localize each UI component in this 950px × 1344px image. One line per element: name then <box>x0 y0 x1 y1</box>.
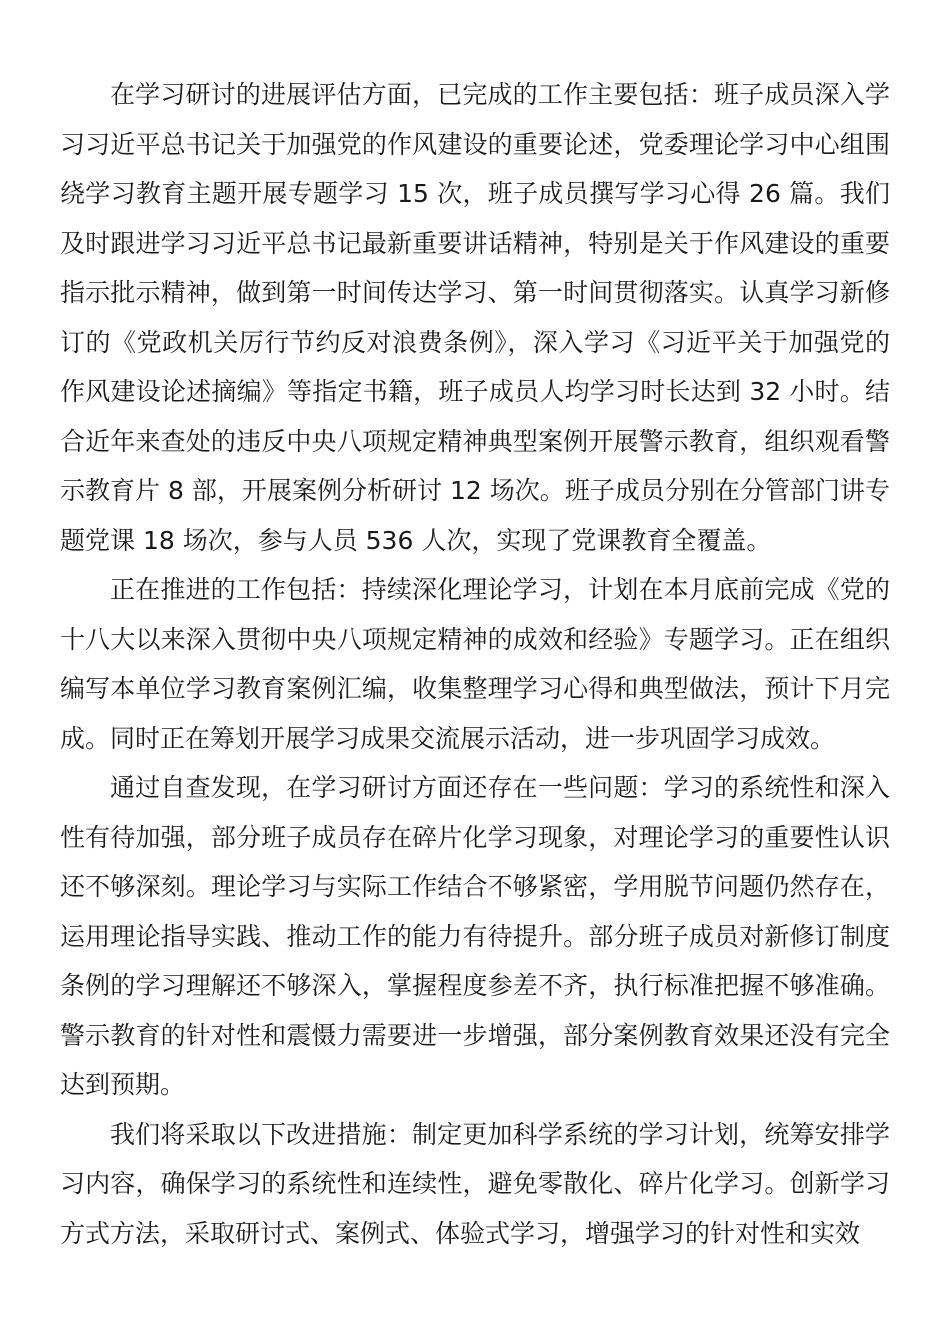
paragraph-problems-found: 通过自查发现，在学习研讨方面还存在一些问题：学习的系统性和深入性有待加强，部分班子成员存在碎片化学习现象，对理论学习的重要性认识还不够深刻。理论学习与实际工作结合不够紧密，学用脱节问题仍然存在，运用理论指导实践、推动工作的能力有待提升。部分班子成员对新修订制度条例的学习理解还不够深入，掌握程度参差不齐，执行标准把握不够准确。警示教育的针对性和震慑力需要进一步增强，部分案例教育效果还没有完全达到预期。 <box>60 773 890 1099</box>
document-body <box>60 70 890 1258</box>
paragraph-improvement-measures: 我们将采取以下改进措施：制定更加科学系统的学习计划，统筹安排学习内容，确保学习的系统性和连续性，避免零散化、碎片化学习。创新学习方式方法，采取研讨式、案例式、体验式学习，增强学习的针对性和实效 <box>60 1119 890 1248</box>
paragraph-progress-ongoing: 正在推进的工作包括：持续深化理论学习，计划在本月底前完成《党的十八大以来深入贯彻中央八项规定精神的成效和经验》专题学习。正在组织编写本单位学习教育案例汇编，收集整理学习心得和典型做法，预计下月完成。同时正在筹划开展学习成果交流展示活动，进一步巩固学习成效。 <box>60 575 890 753</box>
paragraph-progress-completed: 在学习研讨的进展评估方面，已完成的工作主要包括：班子成员深入学习习近平总书记关于加强党的作风建设的重要论述，党委理论学习中心组围绕学习教育主题开展专题学习 15 次，班子成员撰写学习心得 26 篇。我们及时跟进学习习近平总书记最新重要讲话精神，特别是关于作风建设的重要指示批示精神，做到第一时间传达学习、第一时间贯彻落实。认真学习新修订的《党政机关厉行节约反对浪费条例》，深入学习《习近平关于加强党的作风建设论述摘编》等指定书籍，班子成员人均学习时长达到 32 小时。结合近年来查处的违反中央八项规定精神典型案例开展警示教育，组织观看警示教育片 8 部，开展案例分析研讨 12 场次。班子成员分别在分管部门讲专题党课 18 场次，参与人员 536 人次，实现了党课教育全覆盖。 <box>60 80 890 555</box>
